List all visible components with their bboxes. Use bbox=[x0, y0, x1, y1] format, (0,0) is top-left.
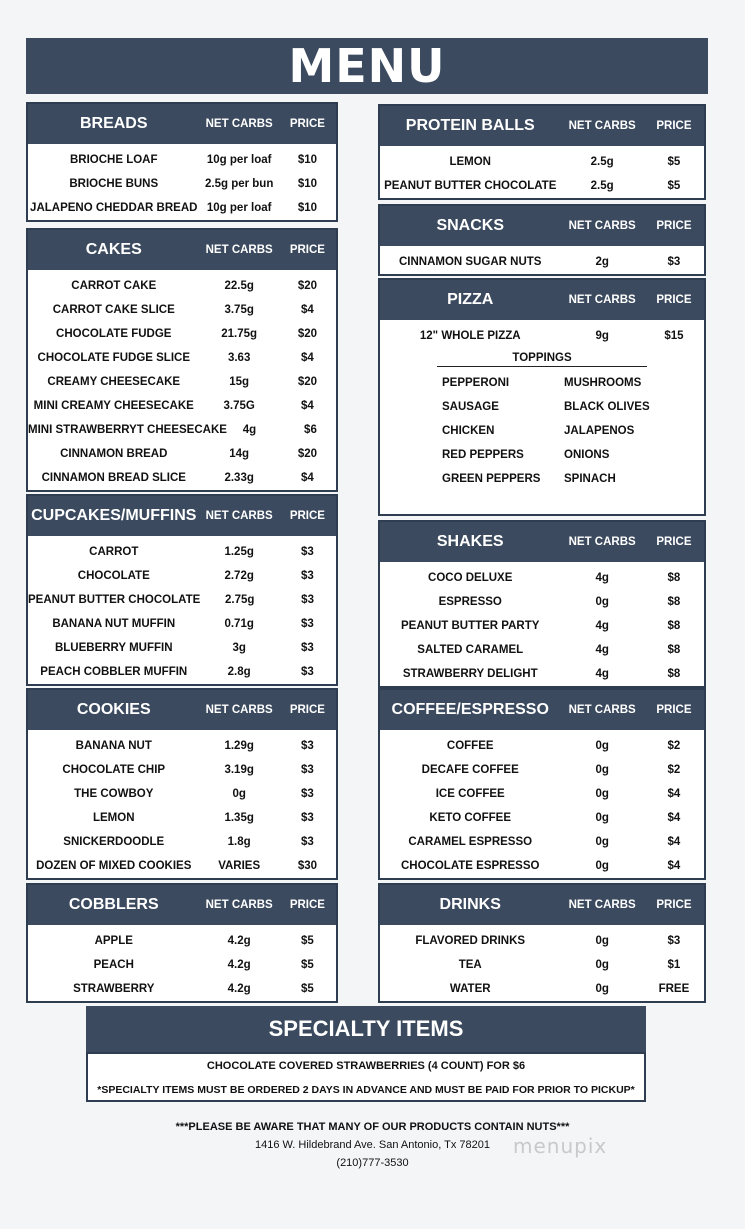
section-name: SNACKS bbox=[436, 217, 504, 234]
section-name: CAKES bbox=[85, 241, 142, 258]
item-name: PEACH COBBLER MUFFIN bbox=[40, 666, 188, 678]
item-net-carbs: 22.5g bbox=[224, 280, 254, 292]
item-price: $3 bbox=[667, 256, 681, 268]
specialty-note: *SPECIALTY ITEMS MUST BE ORDERED 2 DAYS IN ADVANCE AND MUST BE PAID FOR PRIOR TO PICKUP* bbox=[97, 1084, 635, 1096]
menu-item bbox=[28, 172, 336, 196]
section-name: COFFEE/ESPRESSO bbox=[391, 701, 549, 718]
item-net-carbs: 4g bbox=[595, 668, 609, 680]
section-header bbox=[380, 690, 704, 730]
item-name: CHOCOLATE FUDGE bbox=[56, 328, 172, 340]
item-name: MINI CREAMY CHEESECAKE bbox=[33, 400, 194, 412]
item-price: $10 bbox=[297, 202, 317, 214]
price-header: PRICE bbox=[656, 536, 692, 548]
item-net-carbs: 0g bbox=[595, 836, 609, 848]
section-drinks bbox=[378, 883, 706, 1003]
nut-warning: ***PLEASE BE AWARE THAT MANY OF OUR PRODUCTS CONTAIN NUTS*** bbox=[175, 1121, 570, 1133]
section-name: COBBLERS bbox=[68, 896, 159, 913]
menu-item bbox=[28, 346, 336, 370]
net-carbs-header: NET CARBS bbox=[205, 510, 273, 522]
section-header bbox=[380, 885, 704, 925]
menu-title-bar bbox=[26, 38, 708, 94]
menu-item bbox=[380, 638, 704, 662]
item-net-carbs: 2.75g bbox=[225, 594, 255, 606]
section-name: PROTEIN BALLS bbox=[405, 117, 535, 134]
item-name: PEACH bbox=[93, 959, 134, 971]
topping: PEPPERONI bbox=[442, 377, 510, 389]
item-name: CHOCOLATE CHIP bbox=[62, 764, 166, 776]
price-header: PRICE bbox=[289, 244, 325, 256]
section-header bbox=[28, 690, 336, 730]
item-price: $3 bbox=[301, 570, 314, 582]
menu-item bbox=[28, 322, 336, 346]
item-name: PEANUT BUTTER CHOCOLATE bbox=[28, 594, 201, 606]
item-name: THE COWBOY bbox=[74, 788, 154, 800]
item-price: $3 bbox=[301, 594, 314, 606]
menu-item bbox=[380, 830, 704, 854]
item-net-carbs: 3.19g bbox=[224, 764, 254, 776]
menu-item bbox=[380, 929, 704, 953]
item-net-carbs: 3g bbox=[232, 642, 246, 654]
item-price: $3 bbox=[301, 642, 314, 654]
item-name: COFFEE bbox=[446, 740, 494, 752]
menu-item bbox=[380, 250, 704, 274]
item-name: BRIOCHE BUNS bbox=[69, 178, 159, 190]
menu-item bbox=[380, 977, 704, 1001]
section-body bbox=[380, 562, 704, 686]
price-header: PRICE bbox=[656, 294, 692, 306]
item-price: $3 bbox=[667, 935, 681, 947]
item-net-carbs: 0g bbox=[595, 788, 609, 800]
item-net-carbs: 0g bbox=[232, 788, 246, 800]
menu-item bbox=[28, 442, 336, 466]
net-carbs-header: NET CARBS bbox=[568, 899, 636, 911]
item-price: $30 bbox=[297, 860, 317, 872]
menu-item bbox=[28, 953, 336, 977]
net-carbs-header: NET CARBS bbox=[568, 536, 636, 548]
topping: ONIONS bbox=[564, 449, 610, 461]
item-name: COCO DELUXE bbox=[428, 572, 513, 584]
item-net-carbs: 4.2g bbox=[227, 935, 251, 947]
item-name: BLUEBERRY MUFFIN bbox=[54, 642, 173, 654]
item-price: $3 bbox=[301, 812, 314, 824]
item-price: $4 bbox=[667, 812, 681, 824]
footer bbox=[0, 1118, 745, 1172]
item-name: APPLE bbox=[94, 935, 133, 947]
section-breads bbox=[26, 102, 338, 222]
section-coffee-espresso bbox=[378, 688, 706, 880]
item-price: $2 bbox=[667, 740, 681, 752]
item-price: $4 bbox=[667, 836, 681, 848]
item-price: $4 bbox=[667, 788, 681, 800]
topping-row bbox=[380, 371, 704, 395]
item-price: $1 bbox=[667, 959, 681, 971]
topping-row bbox=[380, 443, 704, 467]
topping-row bbox=[380, 395, 704, 419]
price-header: PRICE bbox=[289, 118, 325, 130]
item-net-carbs: 0g bbox=[595, 983, 609, 995]
item-price: $10 bbox=[297, 178, 317, 190]
item-net-carbs: 9g bbox=[595, 330, 609, 342]
section-name: DRINKS bbox=[439, 896, 501, 913]
item-price: $20 bbox=[297, 280, 317, 292]
topping: SPINACH bbox=[564, 473, 616, 485]
topping: RED PEPPERS bbox=[442, 449, 524, 461]
menu-item bbox=[28, 929, 336, 953]
net-carbs-header: NET CARBS bbox=[568, 294, 636, 306]
section-protein-balls bbox=[378, 104, 706, 200]
item-name: CREAMY CHEESECAKE bbox=[47, 376, 181, 388]
item-name: TEA bbox=[458, 959, 482, 971]
topping-row bbox=[380, 467, 704, 491]
item-net-carbs: 4g bbox=[595, 572, 609, 584]
item-net-carbs: 10g per loaf bbox=[206, 154, 272, 166]
section-header bbox=[380, 522, 704, 562]
item-name: BRIOCHE LOAF bbox=[69, 154, 158, 166]
item-price: $2 bbox=[667, 764, 681, 776]
menu-item bbox=[28, 466, 336, 490]
item-net-carbs: 3.75G bbox=[223, 400, 255, 412]
net-carbs-header: NET CARBS bbox=[568, 220, 636, 232]
item-name: KETO COFFEE bbox=[429, 812, 511, 824]
item-price: $5 bbox=[301, 959, 314, 971]
item-name: CINNAMON SUGAR NUTS bbox=[398, 256, 542, 268]
item-net-carbs: 2.5g bbox=[590, 180, 614, 192]
item-net-carbs: 4.2g bbox=[227, 983, 251, 995]
item-price: $3 bbox=[301, 666, 314, 678]
menu-item bbox=[28, 734, 336, 758]
item-name: PEANUT BUTTER CHOCOLATE bbox=[384, 180, 557, 192]
menu-item bbox=[28, 394, 336, 418]
section-name: SHAKES bbox=[436, 533, 504, 550]
section-cobblers bbox=[26, 883, 338, 1003]
topping: MUSHROOMS bbox=[564, 377, 642, 389]
item-name: BANANA NUT MUFFIN bbox=[52, 618, 176, 630]
item-name: BANANA NUT bbox=[75, 740, 152, 752]
menu-item bbox=[380, 324, 704, 348]
item-name: STRAWBERRY bbox=[73, 983, 155, 995]
item-name: DOZEN OF MIXED COOKIES bbox=[36, 860, 192, 872]
item-price: $3 bbox=[301, 546, 314, 558]
address: 1416 W. Hildebrand Ave. San Antonio, Tx 78201 bbox=[254, 1139, 491, 1151]
item-name: PEANUT BUTTER PARTY bbox=[401, 620, 540, 632]
menu-item bbox=[380, 806, 704, 830]
item-net-carbs: 2.8g bbox=[227, 666, 251, 678]
net-carbs-header: NET CARBS bbox=[205, 704, 273, 716]
item-name: CARROT CAKE bbox=[71, 280, 157, 292]
item-net-carbs: 2.33g bbox=[224, 472, 254, 484]
item-price: $8 bbox=[667, 668, 681, 680]
section-pizza bbox=[378, 278, 706, 516]
item-price: $20 bbox=[297, 376, 317, 388]
item-price: $4 bbox=[301, 400, 314, 412]
menu-title: MENU bbox=[288, 39, 446, 93]
section-cakes bbox=[26, 228, 338, 492]
item-price: $4 bbox=[301, 472, 314, 484]
item-name: SNICKERDOODLE bbox=[63, 836, 165, 848]
item-price: $5 bbox=[667, 180, 681, 192]
section-header bbox=[28, 885, 336, 925]
section-body bbox=[380, 925, 704, 1001]
item-name: STRAWBERRY DELIGHT bbox=[402, 668, 538, 680]
item-price: $5 bbox=[301, 983, 314, 995]
section-header bbox=[380, 206, 704, 246]
item-net-carbs: 4g bbox=[595, 644, 609, 656]
item-net-carbs: 0.71g bbox=[224, 618, 254, 630]
price-header: PRICE bbox=[656, 220, 692, 232]
item-name: CHOCOLATE bbox=[77, 570, 150, 582]
item-price: $4 bbox=[301, 304, 314, 316]
item-net-carbs: 0g bbox=[595, 860, 609, 872]
item-name: SALTED CARAMEL bbox=[417, 644, 524, 656]
item-net-carbs: 2.5g per bun bbox=[204, 178, 274, 190]
section-cookies bbox=[26, 688, 338, 880]
menu-item bbox=[28, 196, 336, 220]
price-header: PRICE bbox=[289, 704, 325, 716]
section-name: CUPCAKES/MUFFINS bbox=[31, 507, 197, 524]
item-net-carbs: 3.63 bbox=[227, 352, 251, 364]
menu-item bbox=[28, 148, 336, 172]
price-header: PRICE bbox=[289, 899, 325, 911]
section-body bbox=[28, 144, 336, 220]
item-net-carbs: 1.8g bbox=[227, 836, 251, 848]
item-price: $4 bbox=[301, 352, 314, 364]
section-shakes bbox=[378, 520, 706, 688]
net-carbs-header: NET CARBS bbox=[205, 118, 273, 130]
specialty-item: CHOCOLATE COVERED STRAWBERRIES (4 COUNT) FOR $6 bbox=[206, 1060, 526, 1072]
menu-item bbox=[28, 782, 336, 806]
menu-item bbox=[380, 854, 704, 878]
section-body bbox=[380, 246, 704, 274]
net-carbs-header: NET CARBS bbox=[568, 704, 636, 716]
item-price: $5 bbox=[301, 935, 314, 947]
item-name: CINNAMON BREAD SLICE bbox=[41, 472, 186, 484]
item-net-carbs: 15g bbox=[229, 376, 250, 388]
item-price: $20 bbox=[297, 328, 317, 340]
menu-item bbox=[28, 298, 336, 322]
item-price: $6 bbox=[304, 424, 317, 436]
section-body bbox=[380, 730, 704, 878]
section-snacks bbox=[378, 204, 706, 276]
toppings-title: TOPPINGS bbox=[437, 352, 647, 367]
item-net-carbs: 4.2g bbox=[227, 959, 251, 971]
menu-item bbox=[28, 636, 336, 660]
item-name: FLAVORED DRINKS bbox=[415, 935, 526, 947]
menu-item bbox=[28, 806, 336, 830]
item-price: FREE bbox=[658, 983, 690, 995]
item-net-carbs: 0g bbox=[595, 935, 609, 947]
menu-item bbox=[380, 614, 704, 638]
topping: JALAPENOS bbox=[564, 425, 635, 437]
price-header: PRICE bbox=[289, 510, 325, 522]
item-net-carbs: 3.75g bbox=[224, 304, 254, 316]
menu-item bbox=[380, 782, 704, 806]
item-name: CHOCOLATE ESPRESSO bbox=[400, 860, 540, 872]
item-net-carbs: 0g bbox=[595, 764, 609, 776]
item-net-carbs: 2.5g bbox=[590, 156, 614, 168]
menu-item bbox=[28, 588, 336, 612]
item-price: $10 bbox=[297, 154, 317, 166]
item-price: $8 bbox=[667, 644, 681, 656]
item-name: ICE COFFEE bbox=[435, 788, 505, 800]
section-header bbox=[28, 230, 336, 270]
item-name: LEMON bbox=[449, 156, 491, 168]
menu-item bbox=[28, 370, 336, 394]
specialty-title: SPECIALTY ITEMS bbox=[86, 1006, 646, 1052]
item-net-carbs: 1.29g bbox=[224, 740, 254, 752]
section-body bbox=[28, 730, 336, 878]
item-name: CHOCOLATE FUDGE SLICE bbox=[37, 352, 190, 364]
menu-item bbox=[28, 977, 336, 1001]
item-price: $3 bbox=[301, 740, 314, 752]
item-price: $3 bbox=[301, 764, 314, 776]
item-name: CARAMEL ESPRESSO bbox=[408, 836, 533, 848]
item-price: $3 bbox=[301, 618, 314, 630]
item-price: $15 bbox=[664, 330, 684, 342]
topping: BLACK OLIVES bbox=[564, 401, 650, 413]
menu-item bbox=[28, 854, 336, 878]
item-price: $5 bbox=[667, 156, 681, 168]
item-net-carbs: 0g bbox=[595, 596, 609, 608]
section-body bbox=[28, 536, 336, 684]
topping: CHICKEN bbox=[442, 425, 495, 437]
item-name: LEMON bbox=[92, 812, 135, 824]
item-net-carbs: 2.72g bbox=[224, 570, 254, 582]
item-net-carbs: 0g bbox=[595, 959, 609, 971]
watermark-logo: menupix bbox=[513, 1134, 608, 1158]
item-net-carbs: 4g bbox=[595, 620, 609, 632]
item-net-carbs: 14g bbox=[229, 448, 250, 460]
topping: GREEN PEPPERS bbox=[442, 473, 541, 485]
price-header: PRICE bbox=[656, 120, 692, 132]
menu-item bbox=[28, 612, 336, 636]
menu-item bbox=[380, 150, 704, 174]
item-net-carbs: 1.35g bbox=[224, 812, 254, 824]
section-header bbox=[28, 496, 336, 536]
item-net-carbs: 1.25g bbox=[224, 546, 254, 558]
item-net-carbs: 4g bbox=[242, 424, 257, 436]
item-price: $8 bbox=[667, 572, 681, 584]
topping-row bbox=[380, 419, 704, 443]
item-name: WATER bbox=[449, 983, 491, 995]
net-carbs-header: NET CARBS bbox=[205, 244, 273, 256]
item-price: $8 bbox=[667, 620, 681, 632]
menu-item bbox=[28, 564, 336, 588]
item-price: $20 bbox=[297, 448, 317, 460]
specialty-body bbox=[86, 1052, 646, 1102]
net-carbs-header: NET CARBS bbox=[205, 899, 273, 911]
section-name: PIZZA bbox=[447, 291, 494, 308]
phone: (210)777-3530 bbox=[336, 1157, 409, 1169]
item-name: 12" WHOLE PIZZA bbox=[419, 330, 521, 342]
menu-item bbox=[28, 830, 336, 854]
item-price: $8 bbox=[667, 596, 681, 608]
menu-item bbox=[28, 660, 336, 684]
item-price: $4 bbox=[667, 860, 681, 872]
menu-item bbox=[28, 418, 336, 442]
section-body bbox=[28, 925, 336, 1001]
item-net-carbs: VARIES bbox=[218, 860, 261, 872]
item-net-carbs: 2g bbox=[595, 256, 609, 268]
price-header: PRICE bbox=[656, 899, 692, 911]
section-name: BREADS bbox=[79, 115, 148, 132]
section-body bbox=[380, 320, 704, 491]
section-header bbox=[28, 104, 336, 144]
item-name: ESPRESSO bbox=[438, 596, 502, 608]
section-body bbox=[28, 270, 336, 490]
menu-item bbox=[28, 540, 336, 564]
item-name: CINNAMON BREAD bbox=[60, 448, 168, 460]
menu-item bbox=[380, 174, 704, 198]
item-name: JALAPENO CHEDDAR BREAD bbox=[30, 202, 198, 214]
menu-item bbox=[380, 566, 704, 590]
item-net-carbs: 0g bbox=[595, 740, 609, 752]
menu-item bbox=[380, 662, 704, 686]
menu-item bbox=[380, 734, 704, 758]
item-name: CARROT CAKE SLICE bbox=[52, 304, 175, 316]
menu-item bbox=[28, 758, 336, 782]
item-price: $3 bbox=[301, 836, 314, 848]
menu-item bbox=[380, 758, 704, 782]
menu-item bbox=[380, 953, 704, 977]
topping: SAUSAGE bbox=[442, 401, 499, 413]
menu-item bbox=[28, 274, 336, 298]
item-name: MINI STRAWBERRYT CHEESECAKE bbox=[28, 424, 227, 436]
section-header bbox=[380, 280, 704, 320]
net-carbs-header: NET CARBS bbox=[568, 120, 636, 132]
menu-item bbox=[380, 590, 704, 614]
section-body bbox=[380, 146, 704, 198]
item-name: DECAFE COFFEE bbox=[421, 764, 519, 776]
item-net-carbs: 0g bbox=[595, 812, 609, 824]
item-net-carbs: 21.75g bbox=[221, 328, 258, 340]
section-header bbox=[380, 106, 704, 146]
section-name: COOKIES bbox=[76, 701, 151, 718]
item-net-carbs: 10g per loaf bbox=[206, 202, 272, 214]
price-header: PRICE bbox=[656, 704, 692, 716]
section-cupcakes-muffins bbox=[26, 494, 338, 686]
item-price: $3 bbox=[301, 788, 314, 800]
item-name: CARROT bbox=[89, 546, 139, 558]
